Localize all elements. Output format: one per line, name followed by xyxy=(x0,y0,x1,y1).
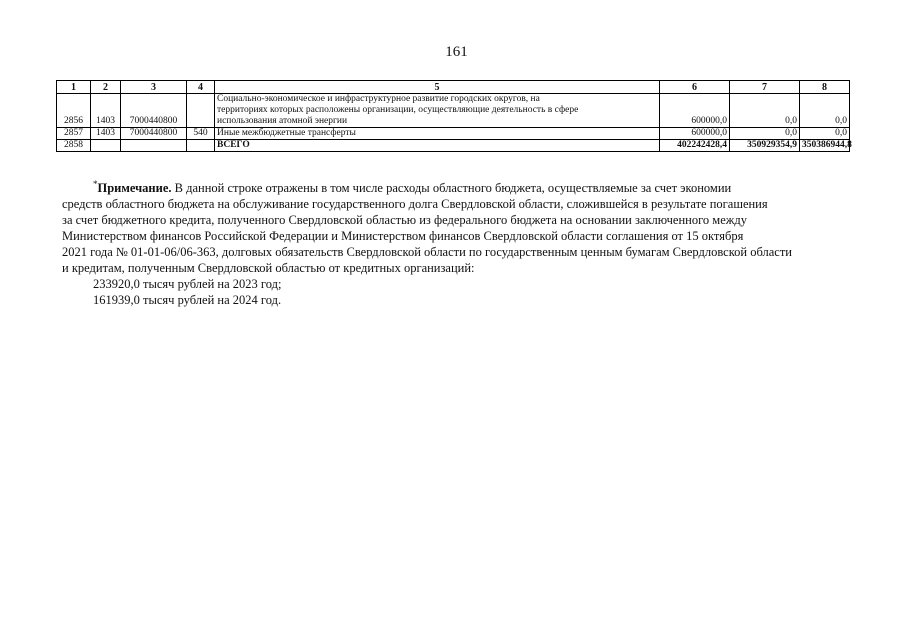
footnote-line: средств областного бюджета на обслуживание государственного долга Свердловской области, сложившейся в результате погашения xyxy=(62,197,768,211)
footnote-item: 161939,0 тысяч рублей на 2024 год. xyxy=(93,293,282,307)
section-code xyxy=(91,140,121,152)
row-description xyxy=(215,128,660,140)
section-code: 1403 xyxy=(91,128,121,140)
footnote xyxy=(62,180,842,308)
col-header: 8 xyxy=(800,81,850,94)
amount-col-6: 402242428,4 xyxy=(660,140,730,152)
amount-col-7: 0,0 xyxy=(730,94,800,128)
section-code: 1403 xyxy=(91,94,121,128)
row-number: 2858 xyxy=(57,140,91,152)
footnote-title: Примечание. xyxy=(97,181,172,195)
row-description xyxy=(215,94,660,128)
description-line: использования атомной энергии xyxy=(217,116,348,126)
footnote-item: 233920,0 тысяч рублей на 2023 год; xyxy=(93,277,282,291)
expense-type: 540 xyxy=(187,128,215,140)
table-row xyxy=(57,128,850,140)
amount-col-7: 350929354,9 xyxy=(730,140,800,152)
description-line: ВСЕГО xyxy=(217,140,250,150)
amount-col-8: 0,0 xyxy=(800,94,850,128)
budget-table xyxy=(56,80,850,152)
target-article xyxy=(121,140,187,152)
table-row xyxy=(57,94,850,128)
footnote-marker: * xyxy=(93,178,98,189)
footnote-line: Министерством финансов Российской Федерации и Министерством финансов Свердловской области соглашения от 15 октября xyxy=(62,229,744,243)
amount-col-8: 350386944,8 xyxy=(800,140,850,152)
table-header-row xyxy=(57,81,850,94)
target-article: 7000440800 xyxy=(121,128,187,140)
description-line: территориях которых расположены организации, осуществляющие деятельность в сфере xyxy=(217,105,579,115)
col-header: 3 xyxy=(121,81,187,94)
col-header: 2 xyxy=(91,81,121,94)
amount-col-7: 0,0 xyxy=(730,128,800,140)
footnote-line: 2021 года № 01-01-06/06-363, долговых обязательств Свердловской области по государственным ценным бумагам Свердловской области xyxy=(62,245,792,259)
row-number: 2856 xyxy=(57,94,91,128)
col-header: 6 xyxy=(660,81,730,94)
footnote-line: за счет бюджетного кредита, полученного Свердловской областью из федерального бюджета на основании заключенного между xyxy=(62,213,747,227)
expense-type xyxy=(187,94,215,128)
amount-col-6: 600000,0 xyxy=(660,128,730,140)
expense-type xyxy=(187,140,215,152)
col-header: 7 xyxy=(730,81,800,94)
page-number: 161 xyxy=(445,44,468,60)
row-number: 2857 xyxy=(57,128,91,140)
col-header: 4 xyxy=(187,81,215,94)
description-line: Иные межбюджетные трансферты xyxy=(217,128,356,138)
amount-col-6: 600000,0 xyxy=(660,94,730,128)
col-header: 5 xyxy=(215,81,660,94)
table-total-row xyxy=(57,140,850,152)
footnote-line xyxy=(62,180,842,196)
target-article: 7000440800 xyxy=(121,94,187,128)
description-line: Социально-экономическое и инфраструктурное развитие городских округов, на xyxy=(217,94,540,104)
row-description xyxy=(215,140,660,152)
amount-col-8: 0,0 xyxy=(800,128,850,140)
footnote-text: В данной строке отражены в том числе расходы областного бюджета, осуществляемые за счет экономии xyxy=(171,181,732,195)
footnote-line: и кредитам, полученным Свердловской областью от кредитных организаций: xyxy=(62,261,475,275)
col-header: 1 xyxy=(57,81,91,94)
